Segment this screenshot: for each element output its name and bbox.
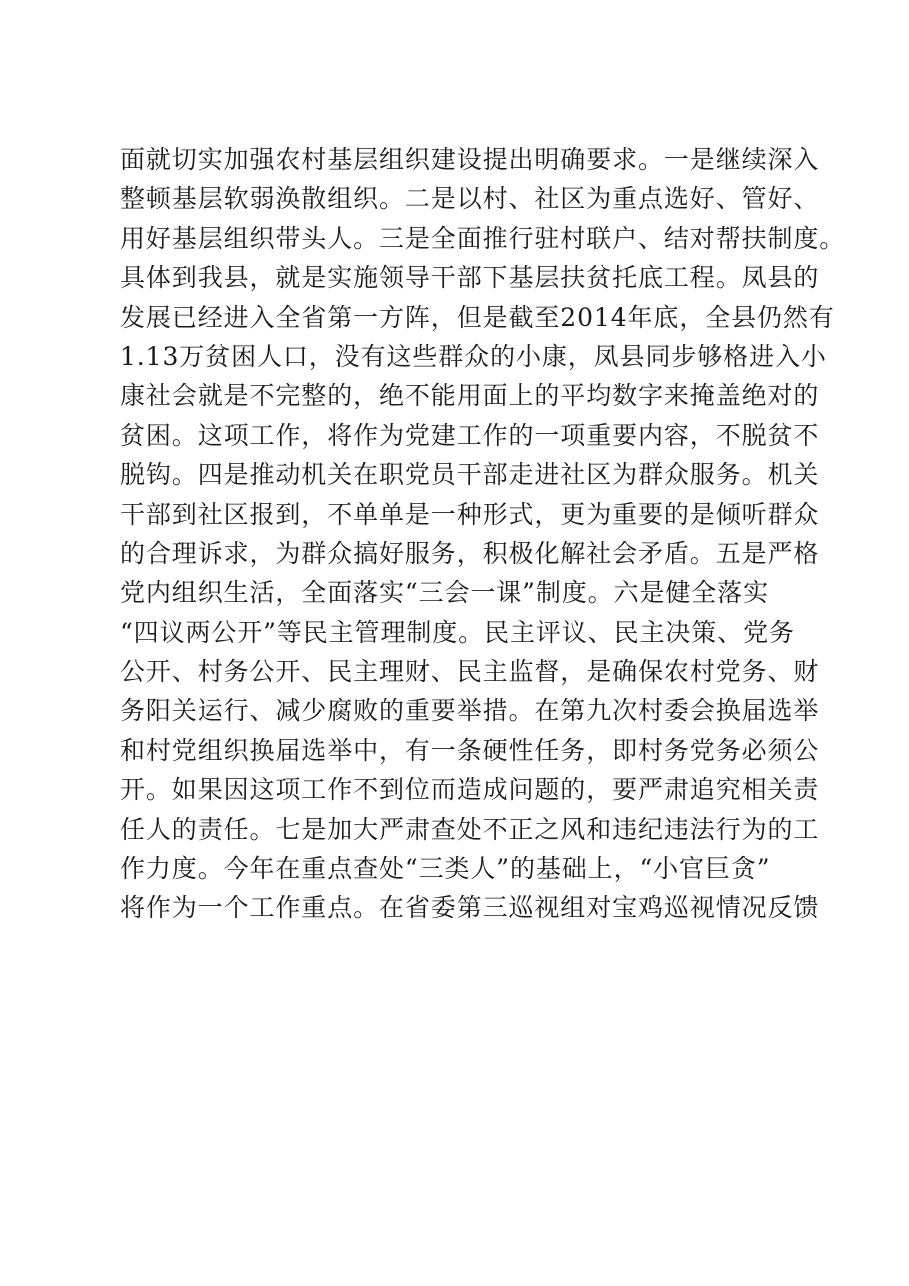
- text-line: 发展已经进入全省第一方阵，但是截至2014年底，全县仍然有: [120, 302, 835, 332]
- text-line: 脱钩。四是推动机关在职党员干部走进社区为群众服务。机关: [120, 460, 820, 490]
- text-line: 和村党组织换届选举中，有一条硬性任务，即村务党务必须公: [120, 735, 820, 765]
- text-line: 康社会就是不完整的，绝不能用面上的平均数字来掩盖绝对的: [120, 381, 820, 411]
- text-line: 党内组织生活，全面落实“三会一课”制度。六是健全落实: [120, 578, 769, 608]
- text-line: 作力度。今年在重点查处“三类人”的基础上，“小官巨贪”: [120, 854, 771, 884]
- text-line: “四议两公开”等民主管理制度。民主评议、民主决策、党务: [120, 617, 795, 647]
- text-line: 用好基层组织带头人。三是全面推行驻村联户、结对帮扶制度。: [120, 223, 846, 253]
- text-line: 公开、村务公开、民主理财、民主监督，是确保农村党务、财: [120, 657, 820, 687]
- text-line: 贫困。这项工作，将作为党建工作的一项重要内容，不脱贫不: [120, 420, 820, 450]
- text-line: 干部到社区报到，不单单是一种形式，更为重要的是倾听群众: [120, 499, 820, 529]
- text-line: 具体到我县，就是实施领导干部下基层扶贫托底工程。凤县的: [120, 263, 820, 293]
- text-line: 务阳关运行、减少腐败的重要举措。在第九次村委会换届选举: [120, 696, 820, 726]
- text-line: 将作为一个工作重点。在省委第三巡视组对宝鸡巡视情况反馈: [120, 893, 820, 923]
- text-line: 开。如果因这项工作不到位而造成问题的，要严肃追究相关责: [120, 775, 820, 805]
- text-line: 任人的责任。七是加大严肃查处不正之风和违纪违法行为的工: [120, 814, 820, 844]
- text-line: 面就切实加强农村基层组织建设提出明确要求。一是继续深入: [120, 145, 820, 174]
- body-paragraph: [120, 140, 846, 928]
- text-line: 1.13万贫困人口，没有这些群众的小康，凤县同步够格进入小: [120, 341, 827, 371]
- text-line: 整顿基层软弱涣散组织。二是以村、社区为重点选好、管好、: [120, 184, 820, 214]
- text-line: 的合理诉求，为群众搞好服务，积极化解社会矛盾。五是严格: [120, 538, 820, 568]
